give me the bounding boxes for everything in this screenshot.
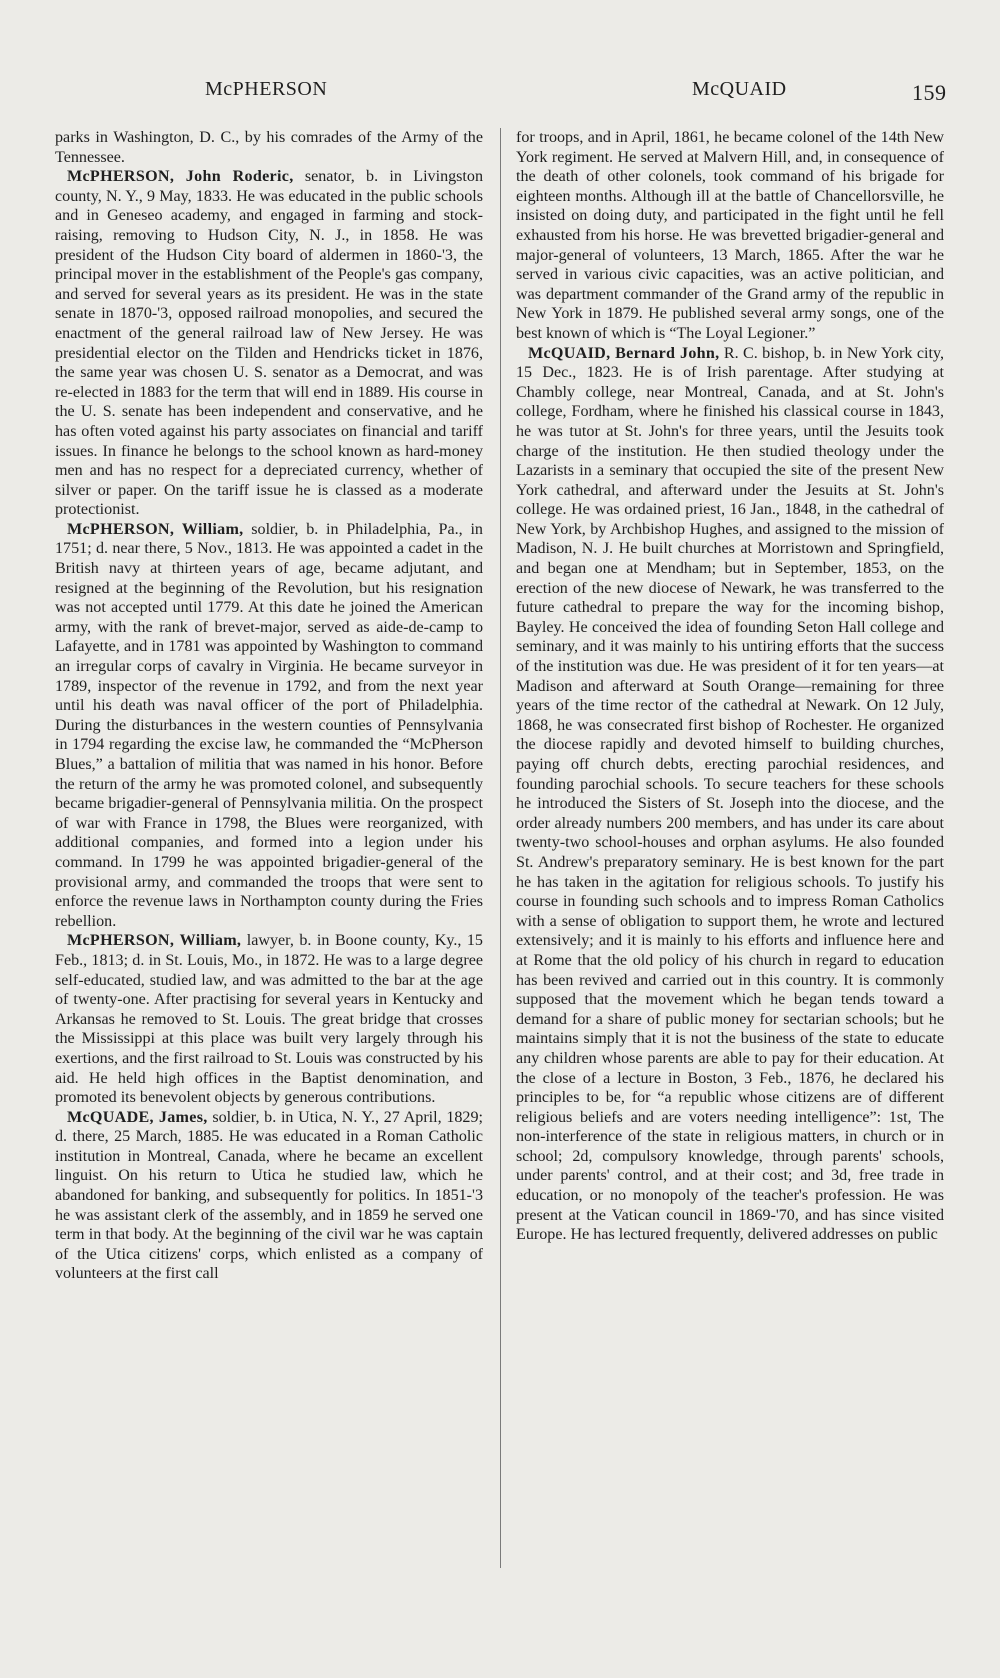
entry-paragraph (55, 931, 483, 1107)
entry-headword: McQUADE, James, (67, 1108, 208, 1126)
left-column (55, 128, 483, 1284)
entry-text: soldier, b. in Utica, N. Y., 27 April, 1829; d. there, 25 March, 1885. He was educated in a Roman Catholic institution in Montreal, Canada, where he became an excellent linguist. On his return to Utica he studied law, which he abandoned for banking, and subsequently for politics. In 1851-'3 he was assistant clerk of the assembly, and in 1859 he served one term in that body. At the beginning of the civil war he was captain of the Utica citizens' corps, which enlisted as a company of volunteers at the first call (55, 1108, 483, 1283)
running-head-right: McQUAID (692, 78, 787, 100)
running-head-left: McPHERSON (205, 78, 328, 100)
running-head (0, 78, 1000, 108)
entry-paragraph (55, 520, 483, 931)
entry-paragraph (516, 344, 944, 1245)
entry-headword: McQUAID, Bernard John, (528, 344, 720, 362)
entry-paragraph (516, 128, 944, 344)
right-column (516, 128, 944, 1245)
entry-paragraph (55, 1108, 483, 1284)
entry-text: parks in Washington, D. C., by his comrades of the Army of the Tennessee. (55, 129, 483, 166)
entry-text: lawyer, b. in Boone county, Ky., 15 Feb., 1813; d. in St. Louis, Mo., in 1872. He was to a large degree self-educated, studied law, and was admitted to the bar at the age of twenty-one. After practising for several years in Kentucky and Arkansas he removed to St. Louis. The great bridge that crosses the Mississippi at this place was built very largely through his exertions, and the first railroad to St. Louis was constructed by his aid. He held high offices in the Baptist denomination, and promoted its benevolent objects by generous contributions. (55, 932, 483, 1107)
entry-headword: McPHERSON, William, (67, 520, 244, 538)
entry-text: senator, b. in Livingston county, N. Y., 9 May, 1833. He was educated in the public schools and in Geneseo academy, and engaged in farming and stock-raising, removing to Hudson City, N. J., in 1858. He was president of the Hudson City board of aldermen in 1860-'3, the principal mover in the establishment of the People's gas company, and served for several years as its president. He was in the state senate in 1870-'3, opposed railroad monopolies, and secured the enactment of the general railroad law of New Jersey. He was presidential elector on the Tilden and Hendricks ticket in 1876, the same year was chosen U. S. senator as a Democrat, and was re-elected in 1883 for the term that will end in 1889. His course in the U. S. senate has been independent and conservative, and he has often voted against his party associates on financial and tariff issues. In finance he belongs to the school known as hard-money men and has no respect for a depreciated currency, whether of silver or paper. On the tariff issue he is classed as a moderate protectionist. (55, 168, 483, 519)
column-divider (500, 128, 501, 1568)
entry-headword: McPHERSON, John Roderic, (67, 168, 294, 186)
entry-paragraph (55, 128, 483, 167)
entry-text: soldier, b. in Philadelphia, Pa., in 1751; d. near there, 5 Nov., 1813. He was appointed a cadet in the British navy at thirteen years of age, became adjutant, and resigned at the beginning of the Revolution, but his resignation was not accepted until 1779. At this date he joined the American army, with the rank of brevet-major, served as aide-de-camp to Lafayette, and in 1781 was appointed by Washington to command an irregular corps of cavalry in Virginia. He became surveyor in 1789, inspector of the revenue in 1792, and from the next year until his death was naval officer of the port of Philadelphia. During the disturbances in the western counties of Pennsylvania in 1794 regarding the excise law, he commanded the “McPherson Blues,” a battalion of militia that was named in his honor. Before the return of the army he was promoted colonel, and subsequently became brigadier-general of Pennsylvania militia. On the prospect of war with France in 1798, the Blues were reorganized, with additional companies, and formed into a legion under his command. In 1799 he was appointed brigadier-general of the provisional army, and commanded the troops that were sent to enforce the revenue laws in Northampton county during the Fries rebellion. (55, 520, 483, 930)
page-number: 159 (912, 80, 947, 105)
entry-text: R. C. bishop, b. in New York city, 15 Dec., 1823. He is of Irish parentage. After studying at Chambly college, near Montreal, Canada, and at St. John's college, Fordham, where he finished his classical course in 1843, he was tutor at St. John's for three years, until the Jesuits took charge of the institution. He then studied theology under the Lazarists in a seminary that occupied the site of the present New York cathedral, and afterward under the Jesuits at St. John's college. He was ordained priest, 16 Jan., 1848, in the cathedral of New York, by Archbishop Hughes, and assigned to the mission of Madison, N. J. He built churches at Morristown and Springfield, and began one at Mendham; but in September, 1853, on the erection of the new diocese of Newark, he was transferred to the future cathedral to prepare the way for the incoming bishop, Bayley. He conceived the idea of founding Seton Hall college and seminary, and it was mainly to his untiring efforts that the success of the institution was due. He was president of it for ten years—at Madison and afterward at South Orange—remaining for three years of the time rector of the cathedral at Newark. On 12 July, 1868, he was consecrated first bishop of Rochester. He organized the diocese rapidly and devoted himself to building churches, paying off church debts, erecting parochial residences, and founding parochial schools. To secure teachers for these schools he introduced the Sisters of St. Joseph into the diocese, and the order already numbers 200 members, and has under its care about twenty-two school-houses and orphan asylums. He also founded St. Andrew's preparatory seminary. He is best known for the part he has taken in the agitation for religious schools. To justify his course in founding such schools and to impress Roman Catholics with a sense of obligation to support them, he wrote and lectured extensively; and it is mainly to his efforts and influence here and at Rome that the old policy of his church in regard to education has been revived and carried out in this country. It is commonly supposed that the movement which he began tends toward a demand for a share of public money for sectarian schools; but he maintains simply that it is not the business of the state to educate any children whose parents are able to pay for their education. At the close of a lecture in Boston, 3 Feb., 1876, he declared his principles to be, for “a republic whose citizens are of different religious beliefs and are voters needing intelligence”: 1st, The non-interference of the state in religious matters, in church or in school; 2d, compulsory knowledge, through parents' schools, under parents' control, and at their cost; and 3d, free trade in education, or no monopoly of the teacher's profession. He was present at the Vatican council in 1869-'70, and has since visited Europe. He has lectured frequently, delivered addresses on public (516, 344, 944, 1244)
entry-headword: McPHERSON, William, (67, 932, 242, 950)
entry-text: for troops, and in April, 1861, he became colonel of the 14th New York regiment. He served at Malvern Hill, and, in consequence of the death of other colonels, took command of his brigade for eighteen months. Although ill at the battle of Chancellorsville, he insisted on doing duty, and participated in the fight until he fell exhausted from his horse. He was brevetted brigadier-general and major-general of volunteers, 13 March, 1865. After the war he served in various civic capacities, was an active politician, and was department commander of the Grand army of the republic in New York in 1879. He published several army songs, one of the best known of which is “The Loyal Legioner.” (516, 129, 944, 342)
entry-paragraph (55, 167, 483, 520)
